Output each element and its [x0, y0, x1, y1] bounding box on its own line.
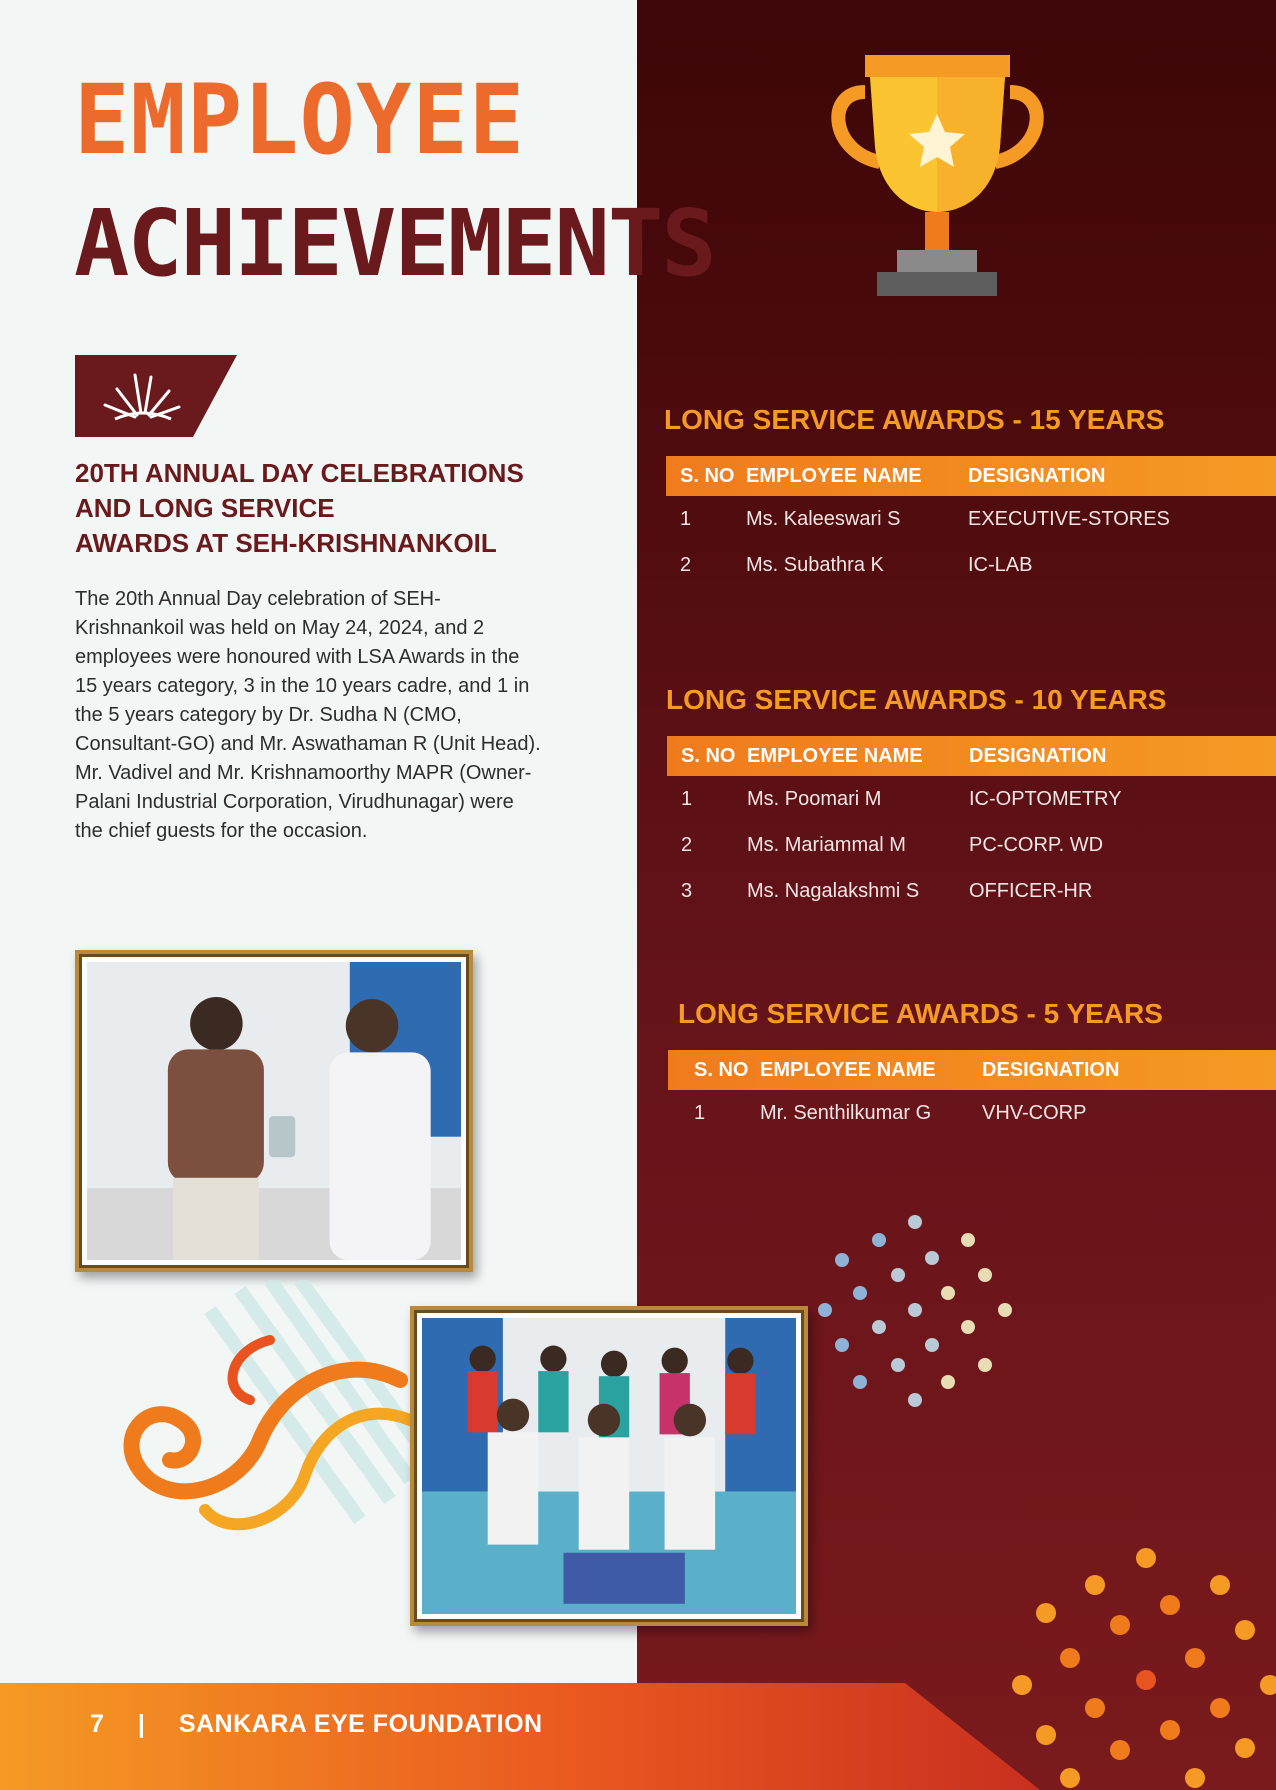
section-title-15: LONG SERVICE AWARDS - 15 YEARS [664, 404, 1165, 435]
table-row [668, 1090, 1276, 1136]
section-title-5: LONG SERVICE AWARDS - 5 YEARS [678, 998, 1163, 1029]
header-name: EMPLOYEE NAME [746, 464, 922, 487]
header-sno: S. NO [681, 744, 736, 767]
table-row [667, 822, 1276, 868]
cell-sno: 2 [681, 833, 693, 856]
page-title-line2: ACHIEVEMENTS [74, 190, 715, 297]
swirl-decoration [110, 1280, 430, 1550]
cell-sno: 3 [681, 879, 693, 902]
page-number: 7 [90, 1710, 105, 1738]
cell-designation: IC-OPTOMETRY [969, 787, 1122, 810]
header-sno: S. NO [680, 464, 735, 487]
cell-name: Ms. Nagalakshmi S [747, 879, 920, 902]
cell-name: Ms. Mariammal M [747, 833, 906, 856]
cell-designation: IC-LAB [968, 553, 1033, 576]
cell-designation: VHV-CORP [982, 1101, 1087, 1124]
cell-sno: 2 [680, 553, 692, 576]
cell-name: Ms. Subathra K [746, 553, 884, 576]
table-header [666, 456, 1276, 496]
header-designation: DESIGNATION [969, 744, 1107, 767]
cell-name: Mr. Senthilkumar G [760, 1101, 932, 1124]
burst-icon [75, 355, 237, 437]
article-heading [75, 456, 595, 561]
header-name: EMPLOYEE NAME [760, 1058, 936, 1081]
header-designation: DESIGNATION [968, 464, 1106, 487]
header-name: EMPLOYEE NAME [747, 744, 923, 767]
dots-decoration [815, 1210, 1015, 1410]
cell-name: Ms. Poomari M [747, 787, 882, 810]
header-designation: DESIGNATION [982, 1058, 1120, 1081]
page-title-line1: EMPLOYEE [74, 63, 526, 176]
award-photo-2 [410, 1306, 808, 1626]
cell-designation: OFFICER-HR [969, 879, 1093, 902]
article-heading-line3: AWARDS AT SEH-KRISHNANKOIL [75, 528, 497, 558]
table-row [667, 868, 1276, 914]
trophy-icon [825, 52, 1050, 307]
cell-sno: 1 [680, 507, 692, 530]
table-row [667, 776, 1276, 822]
awards-table-5 [668, 1050, 1276, 1136]
footer-text [90, 1710, 543, 1739]
award-photo-1 [75, 950, 473, 1272]
footer-separator: | [137, 1710, 146, 1738]
cell-designation: EXECUTIVE-STORES [968, 507, 1170, 530]
section-title-10: LONG SERVICE AWARDS - 10 YEARS [666, 684, 1167, 715]
awards-table-10 [667, 736, 1276, 914]
awards-table-15 [666, 456, 1276, 588]
cell-sno: 1 [681, 787, 693, 810]
table-row [666, 542, 1276, 588]
table-header [667, 736, 1276, 776]
article-heading-line1: 20TH ANNUAL DAY CELEBRATIONS [75, 458, 524, 488]
table-row [666, 496, 1276, 542]
article-body: The 20th Annual Day celebration of SEH-Krishnankoil was held on May 24, 2024, and 2 employees were honoured with LSA Awards in the 15 years category, 3 in the 10 years cadre, and 1 in the 5 years category by Dr. Sudha N (CMO, Consultant-GO) and Mr. Aswathaman R (Unit Head). Mr. Vadivel and Mr. Krishnamoorthy MAPR (Owner-Palani Industrial Corporation, Virudhunagar) were the chief guests for the occasion. [75, 588, 541, 842]
article-heading-line2: AND LONG SERVICE [75, 493, 335, 523]
table-header [668, 1050, 1276, 1090]
footer-org: SANKARA EYE FOUNDATION [178, 1710, 543, 1738]
dots-decoration-bottom [1005, 1540, 1276, 1790]
cell-designation: PC-CORP. WD [969, 833, 1104, 856]
cell-name: Ms. Kaleeswari S [746, 507, 901, 530]
header-sno: S. NO [694, 1058, 749, 1081]
cell-sno: 1 [694, 1101, 706, 1124]
